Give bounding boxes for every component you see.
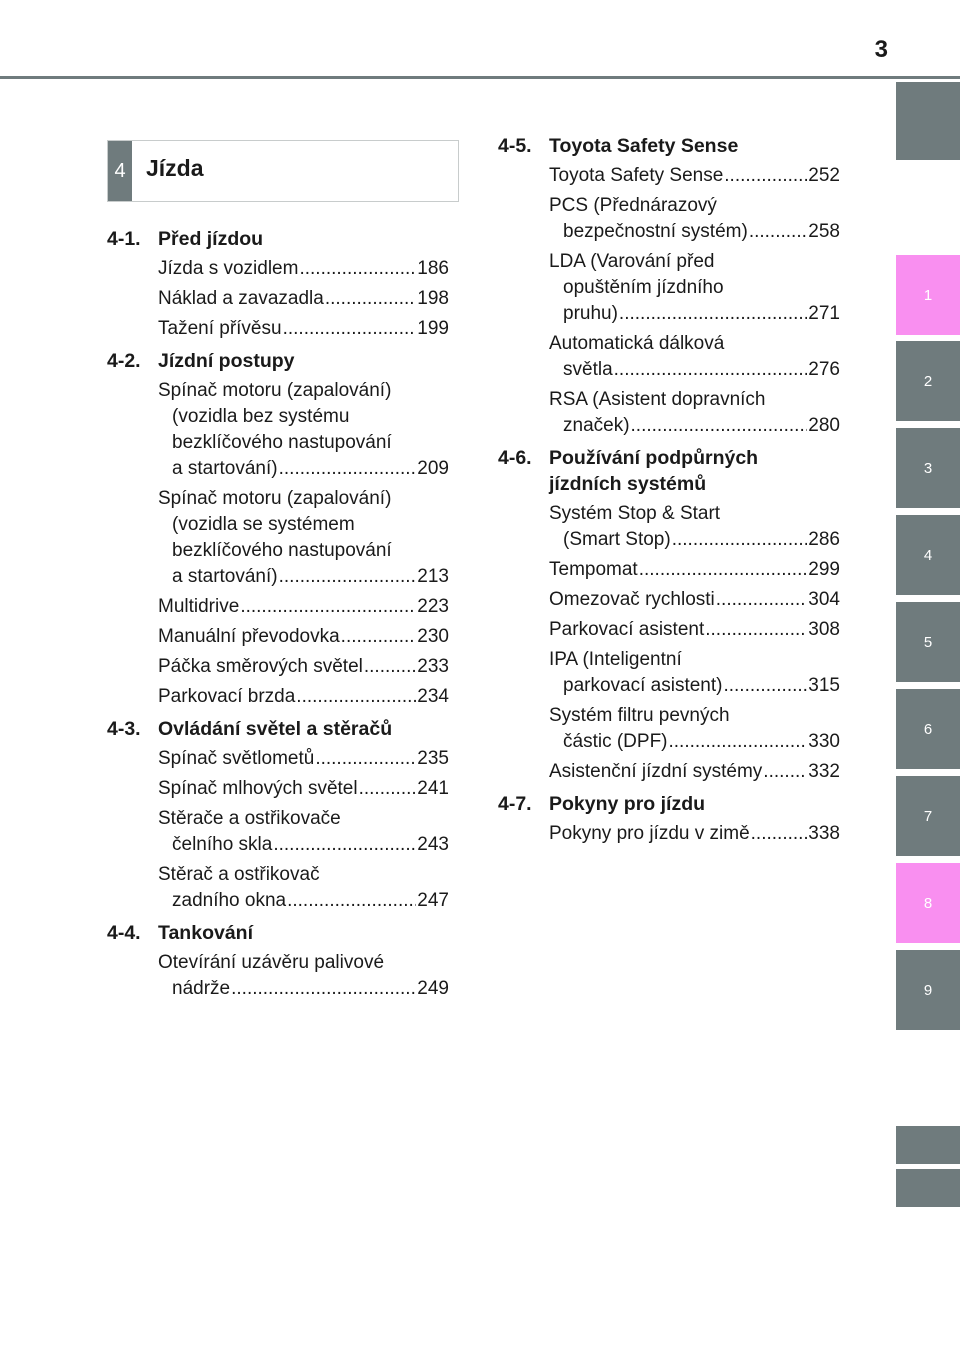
toc-entry[interactable] [498,163,840,189]
toc-entry[interactable] [107,950,449,1002]
section-heading [498,133,840,159]
entry-title: Tempomat [549,559,638,580]
chapter-tab-6[interactable]: 6 [896,689,960,769]
entry-page: 332 [808,761,840,782]
entry-title: parkovací asistent) [563,675,723,696]
toc-entry[interactable] [498,193,840,245]
entry-page: 330 [808,731,840,752]
entry-title: Náklad a zavazadla [158,288,324,309]
entry-page: 199 [417,318,449,339]
entry-title: Otevírání uzávěru palivové [158,952,385,973]
leader-dots [296,684,416,710]
leader-dots [672,527,808,553]
section-number: 4-5. [498,135,532,157]
chapter-tab-4[interactable]: 4 [896,515,960,595]
entry-page: 280 [808,415,840,436]
toc-entry[interactable] [107,256,449,282]
entry-title: IPA (Inteligentní [549,649,682,670]
toc-entry[interactable] [107,594,449,620]
entry-page: 258 [808,221,840,242]
toc-entry[interactable] [107,746,449,772]
section-title: Toyota Safety Sense [549,135,739,157]
leader-dots [639,557,808,583]
leader-dots [273,832,416,858]
leader-dots [299,256,416,282]
toc-entry[interactable] [498,249,840,327]
leader-dots [341,624,417,650]
entry-title: Tažení přívěsu [158,318,282,339]
entry-title: světla [563,359,613,380]
entry-title: PCS (Přednárazový [549,195,717,216]
entry-page: 338 [808,823,840,844]
entry-title: Parkovací brzda [158,686,296,707]
leader-dots [279,456,417,482]
toc-section [107,348,449,710]
entry-page: 252 [808,165,840,186]
section-heading [107,716,449,742]
chapter-tab-7[interactable]: 7 [896,776,960,856]
entry-title: Asistenční jízdní systémy [549,761,763,782]
toc-section [107,226,449,342]
entry-title: bezpečnostní systém) [563,221,748,242]
leader-dots [279,564,417,590]
chapter-tab-blank[interactable] [896,82,960,160]
leader-dots [364,654,416,680]
section-number: 4-2. [107,350,141,372]
entry-title: (vozidla bez systému [172,406,350,427]
entry-page: 276 [808,359,840,380]
entry-title: RSA (Asistent dopravních [549,389,766,410]
section-heading [107,920,449,946]
entry-page: 247 [417,890,449,911]
entry-title: Omezovač rychlosti [549,589,715,610]
entry-page: 299 [808,559,840,580]
entry-title: částic (DPF) [563,731,668,752]
leader-dots [763,759,807,785]
entry-title: opuštěním jízdního [563,277,724,298]
entry-title: čelního skla [172,834,273,855]
entry-title: Systém filtru pevných [549,705,730,726]
toc-entry[interactable] [107,624,449,650]
entry-title: Stěrače a ostřikovače [158,808,341,829]
entry-page: 304 [808,589,840,610]
section-title: Jízdní postupy [158,350,295,372]
toc-entry[interactable] [107,486,449,590]
section-number: 4-7. [498,793,532,815]
toc-entry[interactable] [107,286,449,312]
entry-page: 213 [417,566,449,587]
leader-dots [619,301,807,327]
entry-title: pruhu) [563,303,618,324]
section-title: Tankování [158,922,253,944]
entry-title: a startování) [172,566,278,587]
chapter-tab-blank[interactable] [896,1169,960,1207]
entry-title: a startování) [172,458,278,479]
leader-dots [614,357,808,383]
section-title: Ovládání světel a stěračů [158,718,393,740]
section-heading [498,791,840,817]
toc-entry[interactable] [107,654,449,680]
leader-dots [359,776,417,802]
toc-entry[interactable] [107,862,449,914]
toc-section [107,920,449,1002]
chapter-tab-1[interactable]: 1 [896,255,960,335]
leader-dots [723,673,807,699]
toc-entry[interactable] [498,821,840,847]
leader-dots [705,617,807,643]
entry-title: Parkovací asistent [549,619,705,640]
toc-entry[interactable] [498,557,840,583]
entry-page: 186 [417,258,449,279]
entry-page: 271 [808,303,840,324]
chapter-tab-blank[interactable] [896,1126,960,1164]
section-heading [498,445,840,497]
entry-title: Spínač světlometů [158,748,315,769]
entry-page: 308 [808,619,840,640]
toc-entry[interactable] [107,776,449,802]
chapter-number: 4 [108,141,132,201]
entry-page: 234 [417,686,449,707]
leader-dots [716,587,808,613]
toc-section [498,445,840,785]
section-number: 4-6. [498,447,532,469]
toc-entry[interactable] [498,587,840,613]
entry-title: Spínač mlhových světel [158,778,358,799]
chapter-title: Jízda [146,155,204,181]
toc-entry[interactable] [107,378,449,482]
entry-page: 241 [417,778,449,799]
entry-title: Manuální převodovka [158,626,340,647]
chapter-header [107,140,459,202]
leader-dots [287,888,416,914]
entry-title: Toyota Safety Sense [549,165,724,186]
page-number: 3 [874,36,888,63]
entry-page: 286 [808,529,840,550]
entry-title: značek) [563,415,630,436]
entry-page: 249 [417,978,449,999]
section-title: Před jízdou [158,228,264,250]
section-title: jízdních systémů [549,473,707,495]
section-number: 4-1. [107,228,141,250]
chapter-tab-5[interactable]: 5 [896,602,960,682]
chapter-tabs [896,0,960,1354]
section-number: 4-4. [107,922,141,944]
entry-title: Spínač motoru (zapalování) [158,488,392,509]
chapter-tab-2[interactable]: 2 [896,341,960,421]
toc-section [498,133,840,439]
toc-entry[interactable] [498,331,840,383]
leader-dots [240,594,416,620]
leader-dots [751,821,808,847]
leader-dots [325,286,416,312]
leader-dots [724,163,807,189]
entry-title: Jízda s vozidlem [158,258,299,279]
entry-title: bezklíčového nastupování [172,540,392,561]
chapter-tab-3[interactable]: 3 [896,428,960,508]
toc-left-column [107,226,449,1008]
leader-dots [231,976,416,1002]
entry-page: 209 [417,458,449,479]
entry-title: Páčka směrových světel [158,656,363,677]
entry-title: (Smart Stop) [563,529,671,550]
entry-title: Stěrač a ostřikovač [158,864,320,885]
entry-title: Spínač motoru (zapalování) [158,380,392,401]
toc-entry[interactable] [498,759,840,785]
entry-title: Pokyny pro jízdu v zimě [549,823,750,844]
section-heading [107,226,449,252]
toc-entry[interactable] [498,617,840,643]
leader-dots [315,746,416,772]
leader-dots [631,413,808,439]
section-number: 4-3. [107,718,141,740]
toc-section [498,791,840,847]
entry-title: Multidrive [158,596,240,617]
toc-right-column [498,133,840,853]
entry-page: 235 [417,748,449,769]
toc-section [107,716,449,914]
chapter-tab-8[interactable]: 8 [896,863,960,943]
section-heading [107,348,449,374]
entry-page: 315 [808,675,840,696]
toc-entry[interactable] [498,703,840,755]
section-title: Používání podpůrných [549,447,759,469]
entry-page: 243 [417,834,449,855]
leader-dots [749,219,807,245]
header-rule [0,76,960,79]
entry-title: bezklíčového nastupování [172,432,392,453]
entry-page: 233 [417,656,449,677]
leader-dots [669,729,808,755]
toc-entry[interactable] [498,387,840,439]
chapter-tab-9[interactable]: 9 [896,950,960,1030]
entry-title: Systém Stop & Start [549,503,721,524]
entry-title: LDA (Varování před [549,251,715,272]
entry-title: nádrže [172,978,231,999]
entry-page: 230 [417,626,449,647]
entry-page: 198 [417,288,449,309]
entry-title: zadního okna [172,890,287,911]
entry-title: (vozidla se systémem [172,514,355,535]
leader-dots [283,316,417,342]
entry-page: 223 [417,596,449,617]
toc-entry[interactable] [107,684,449,710]
toc-entry[interactable] [498,501,840,553]
toc-entry[interactable] [107,316,449,342]
entry-title: Automatická dálková [549,333,725,354]
toc-entry[interactable] [107,806,449,858]
section-title: Pokyny pro jízdu [549,793,706,815]
toc-entry[interactable] [498,647,840,699]
